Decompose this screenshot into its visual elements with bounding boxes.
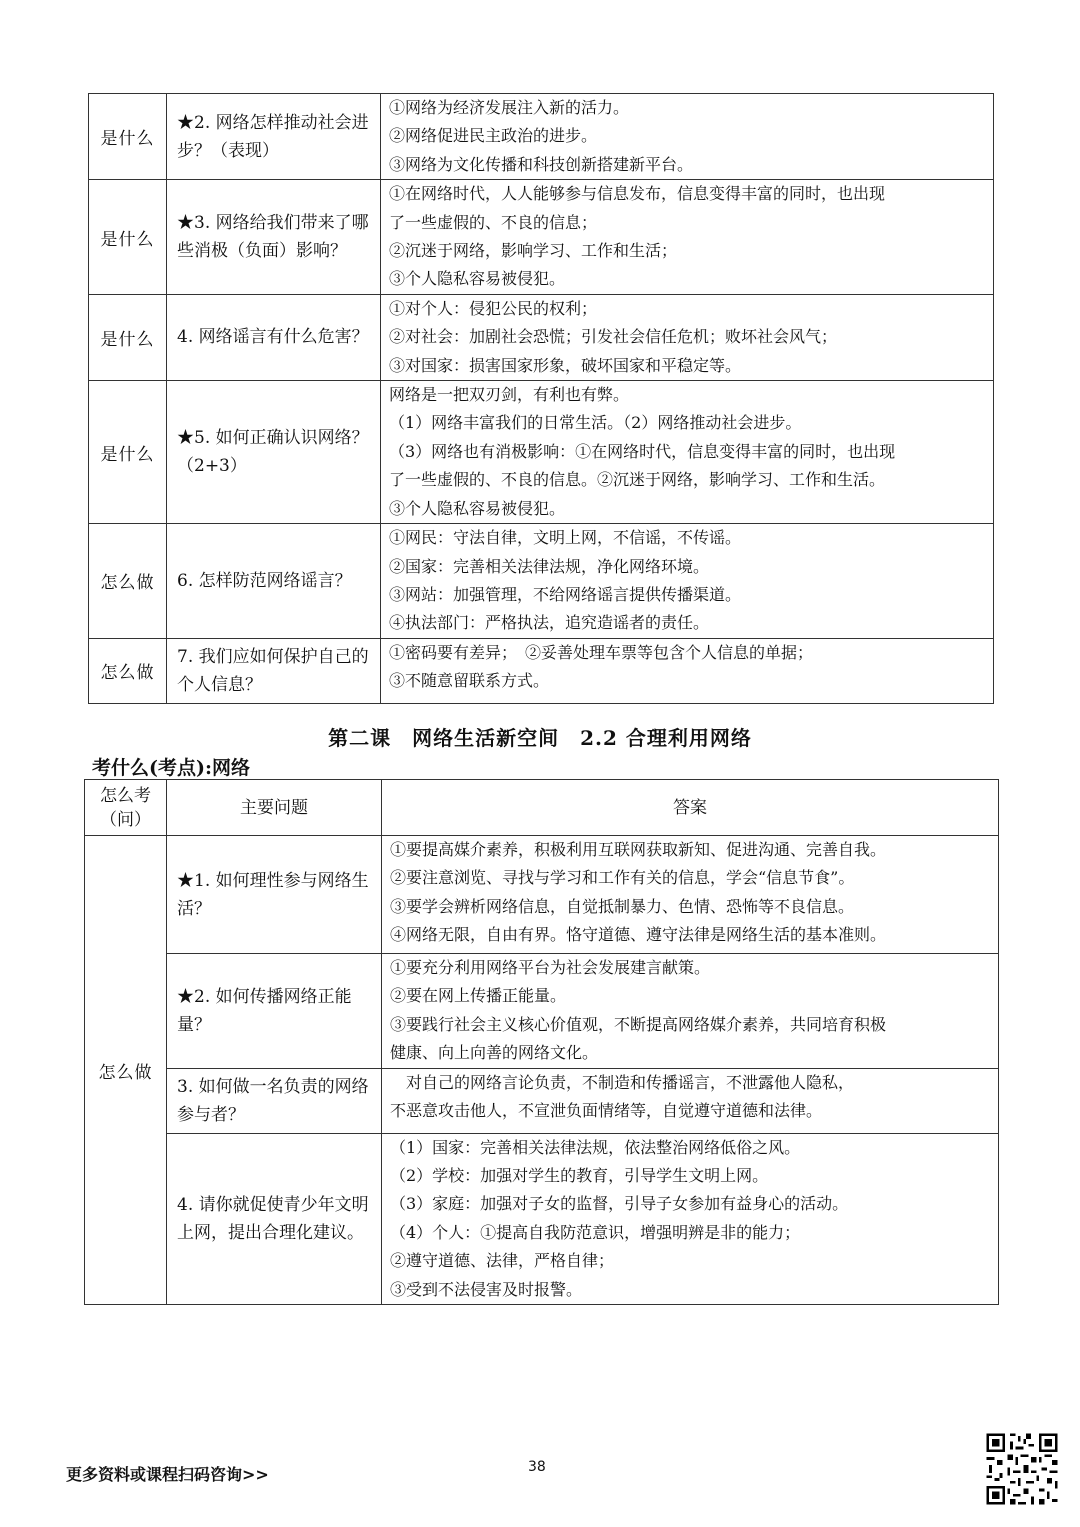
answer-cell: [381, 524, 994, 639]
answer-line: ①要提高媒介素养，积极利用互联网获取新知、促进沟通、完善自我。: [390, 840, 887, 859]
answer-cell: [381, 294, 994, 380]
table-row: [85, 1133, 999, 1304]
answer-line: ①对个人：侵犯公民的权利；: [389, 298, 598, 318]
table-row: [85, 1068, 999, 1133]
answer-line: 了一些虚假的、不良的信息。②沉迷于网络，影响学习、工作和生活。: [389, 470, 886, 490]
answer-line: ②网络促进民主政治的进步。: [389, 126, 598, 146]
answer-line: ④执法部门：严格执法，追究造谣者的责任。: [389, 613, 710, 633]
answer-line: （1）网络丰富我们的日常生活。（2）网络推动社会进步。: [389, 413, 802, 433]
question-cell: 6. 怎样防范网络谣言？: [167, 524, 381, 639]
section-title: 第二课 网络生活新空间 2.2 合理利用网络: [328, 726, 752, 750]
question-cell: ★1. 如何理性参与网络生活？: [167, 836, 382, 954]
question-note: （2+3）: [177, 456, 247, 477]
answer-line: ③网站：加强管理，不给网络谣言提供传播渠道。: [389, 584, 742, 604]
answer-line: ①网络为经济发展注入新的活力。: [389, 98, 630, 117]
answer-line: （4）个人：①提高自我防范意识，增强明辨是非的能力；: [390, 1222, 801, 1242]
answer-line: ①密码要有差异； ②妥善处理车票等包含个人信息的单据；: [389, 642, 814, 662]
question-text: ★5. 如何正确认识网络？: [177, 428, 369, 449]
answer-line: ①网民：守法自律，文明上网，不信谣，不传谣。: [389, 528, 742, 548]
category-cell: 是什么: [89, 180, 167, 295]
table-row: [85, 836, 999, 954]
footer-link[interactable]: 更多资料或课程扫码咨询>>: [66, 1465, 269, 1484]
answer-line: ③个人隐私容易被侵犯。: [389, 498, 566, 518]
column-header-answer: 答案: [382, 780, 999, 836]
answer-cell: [381, 94, 994, 180]
answer-line: ②遵守道德、法律，严格自律；: [390, 1251, 615, 1271]
answer-line: ②对社会：加剧社会恐慌；引发社会信任危机；败坏社会风气；: [389, 327, 838, 347]
answer-line: ②沉迷于网络，影响学习、工作和生活；: [389, 241, 678, 261]
category-cell: 是什么: [89, 94, 167, 180]
answer-line: ②要注意浏览、寻找与学习和工作有关的信息，学会“信息节食”。: [390, 868, 855, 888]
answer-line: ①在网络时代，人人能够参与信息发布，信息变得丰富的同时，也出现: [389, 184, 886, 204]
answer-line: ③要学会辨析网络信息，自觉抵制暴力、色情、恐怖等不良信息。: [390, 896, 855, 916]
question-cell: 3. 如何做一名负责的网络参与者？: [167, 1068, 382, 1133]
review-table-2: [84, 779, 999, 1305]
category-cell: 怎么做: [85, 836, 167, 1305]
table-header-row: [85, 780, 999, 836]
answer-line: ③对国家：损害国家形象，破坏国家和平稳定等。: [389, 355, 742, 375]
answer-line: ③受到不法侵害及时报警。: [390, 1279, 583, 1299]
category-cell: 怎么做: [89, 638, 167, 703]
category-cell: 怎么做: [89, 524, 167, 639]
answer-line: ②国家：完善相关法律法规，净化网络环境。: [389, 556, 710, 576]
exam-point-heading: 考什么(考点):网络: [92, 757, 250, 779]
column-header-method: 怎么考（问）: [85, 780, 167, 836]
answer-line: 对自己的网络言论负责，不制造和传播谣言，不泄露他人隐私，: [390, 1072, 855, 1092]
answer-line: ③网络为文化传播和科技创新搭建新平台。: [389, 154, 694, 174]
answer-line: ③要践行社会主义核心价值观，不断提高网络媒介素养，共同培育积极: [390, 1014, 887, 1034]
answer-line: 了一些虚假的、不良的信息；: [389, 212, 598, 232]
answer-line: ②要在网上传播正能量。: [390, 986, 567, 1006]
answer-line: （3）家庭：加强对子女的监督，引导子女参加有益身心的活动。: [390, 1194, 849, 1214]
question-cell: [167, 381, 381, 524]
table-row: [89, 94, 994, 180]
answer-cell: [382, 954, 999, 1069]
answer-line: （2）学校：加强对学生的教育，引导学生文明上网。: [390, 1166, 769, 1186]
answer-cell: [381, 638, 994, 703]
answer-cell: [382, 1133, 999, 1304]
question-cell: 7. 我们应如何保护自己的个人信息？: [167, 638, 381, 703]
question-cell: ★2. 如何传播网络正能量？: [167, 954, 382, 1069]
question-cell: 4. 请你就促使青少年文明上网，提出合理化建议。: [167, 1133, 382, 1304]
qr-code-icon[interactable]: [984, 1431, 1060, 1507]
question-cell: ★2. 网络怎样推动社会进步？（表现）: [167, 94, 381, 180]
answer-line: 健康、向上向善的网络文化。: [390, 1043, 599, 1063]
answer-line: （3）网络也有消极影响：①在网络时代，信息变得丰富的同时，也出现: [389, 441, 896, 461]
table-row: [89, 638, 994, 703]
column-header-question: 主要问题: [167, 780, 382, 836]
question-cell: ★3. 网络给我们带来了哪些消极（负面）影响？: [167, 180, 381, 295]
answer-cell: [381, 381, 994, 524]
answer-line: （1）国家：完善相关法律法规，依法整治网络低俗之风。: [390, 1137, 801, 1157]
table-row: [89, 294, 994, 380]
answer-cell: [382, 836, 999, 954]
review-table-1: [88, 93, 994, 704]
category-cell: 是什么: [89, 381, 167, 524]
answer-line: ①要充分利用网络平台为社会发展建言献策。: [390, 958, 711, 977]
page-number: 38: [528, 1459, 546, 1475]
table-row: [89, 524, 994, 639]
answer-line: ③个人隐私容易被侵犯。: [389, 269, 566, 289]
answer-line: ③不随意留联系方式。: [389, 671, 550, 691]
answer-line: ④网络无限，自由有界。恪守道德、遵守法律是网络生活的基本准则。: [390, 925, 887, 945]
answer-cell: [382, 1068, 999, 1133]
answer-line: 网络是一把双刃剑，有利也有弊。: [389, 385, 630, 405]
question-cell: 4. 网络谣言有什么危害？: [167, 294, 381, 380]
answer-line: 不恶意攻击他人，不宣泄负面情绪等，自觉遵守道德和法律。: [390, 1101, 823, 1121]
category-cell: 是什么: [89, 294, 167, 380]
table-row: [85, 954, 999, 1069]
table-row: [89, 381, 994, 524]
answer-cell: [381, 180, 994, 295]
table-row: [89, 180, 994, 295]
